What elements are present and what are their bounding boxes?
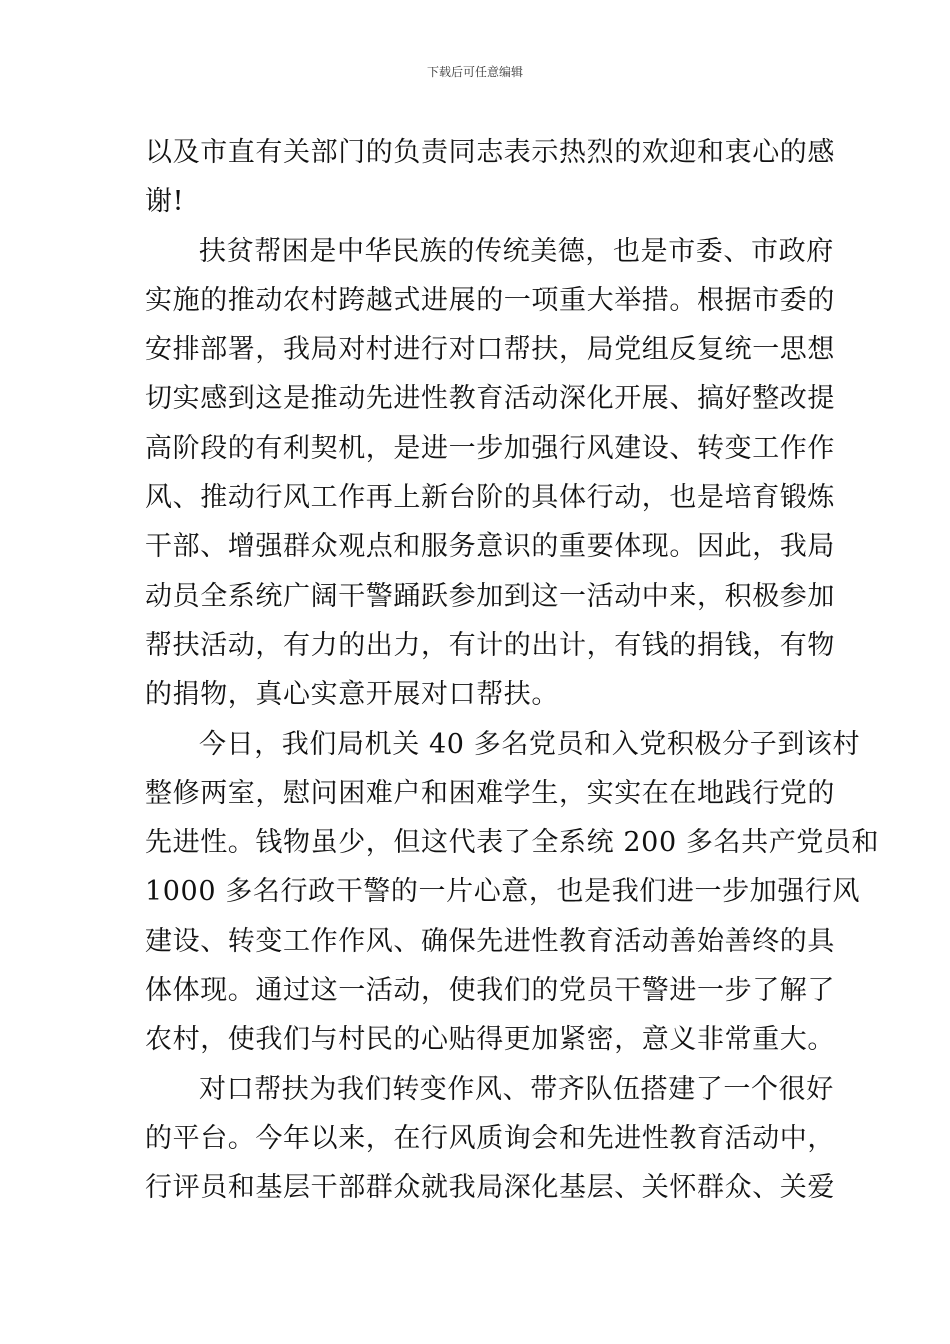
text-line: 以及市直有关部门的负责同志表示热烈的欢迎和衷心的感 <box>145 137 835 168</box>
text-line: 行评员和基层干部群众就我局深化基层、关怀群众、关爱 <box>145 1172 835 1204</box>
paragraph <box>145 227 835 720</box>
text-line: 谢! <box>145 186 185 218</box>
text-line: 的平台。今年以来，在行风质询会和先进性教育活动中， <box>145 1122 835 1154</box>
text-line: 的捐物，真心实意开展对口帮扶。 <box>145 679 559 711</box>
document-body <box>145 128 880 1213</box>
text-line: 今日，我们局机关 40 多名党员和入党积极分子到该村 <box>199 728 861 760</box>
text-line: 先进性。钱物虽少，但这代表了全系统 200 多名共产党员和 <box>145 827 880 859</box>
text-line: 建设、转变工作作风、确保先进性教育活动善始善终的具 <box>145 925 835 957</box>
text-line: 1000 多名行政干警的一片心意，也是我们进一步加强行风 <box>145 876 861 908</box>
text-line: 对口帮扶为我们转变作风、带齐队伍搭建了一个很好 <box>199 1073 834 1105</box>
text-line: 体体现。通过这一活动，使我们的党员干警进一步了解了 <box>145 975 835 1007</box>
text-line: 帮扶活动，有力的出力，有计的出计，有钱的捐钱，有物 <box>145 629 835 661</box>
text-line: 高阶段的有利契机，是进一步加强行风建设、转变工作作 <box>145 432 835 464</box>
text-line: 农村，使我们与村民的心贴得更加紧密，意义非常重大。 <box>145 1024 835 1056</box>
text-line: 整修两室，慰问困难户和困难学生，实实在在地践行党的 <box>145 777 835 809</box>
paragraph <box>145 1065 835 1213</box>
text-line: 实施的推动农村跨越式进展的一项重大举措。根据市委的 <box>145 284 835 316</box>
text-line: 风、推动行风工作再上新台阶的具体行动，也是培育锻炼 <box>145 482 835 514</box>
text-line: 干部、增强群众观点和服务意识的重要体现。因此，我局 <box>145 531 835 563</box>
page-header: 下载后可任意编辑 <box>426 65 523 79</box>
text-line: 切实感到这是推动先进性教育活动深化开展、搞好整改提 <box>145 383 835 415</box>
paragraph <box>145 720 880 1065</box>
text-line: 扶贫帮困是中华民族的传统美德，也是市委、市政府 <box>199 235 834 267</box>
text-line: 安排部署，我局对村进行对口帮扶，局党组反复统一思想 <box>145 334 835 366</box>
paragraph <box>145 128 835 227</box>
text-line: 动员全系统广阔干警踊跃参加到这一活动中来，积极参加 <box>145 580 835 612</box>
